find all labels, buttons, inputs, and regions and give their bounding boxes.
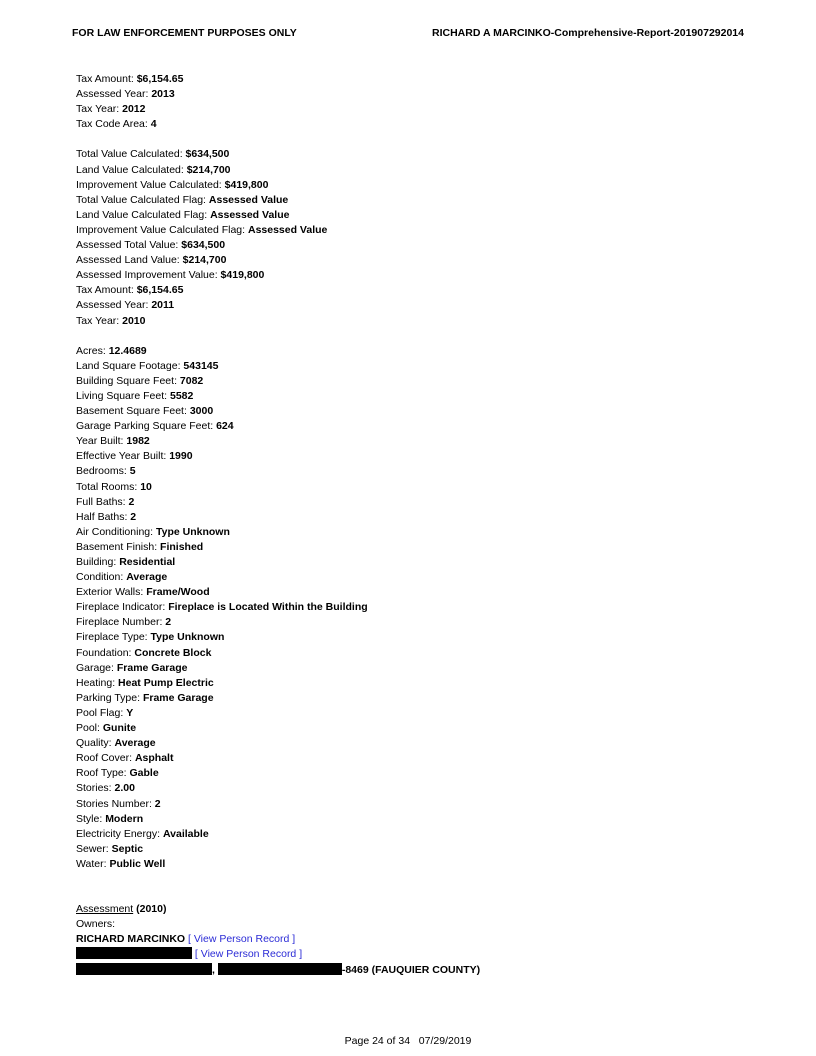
- field-label: Tax Year:: [76, 103, 123, 116]
- field-value: Type Unknown: [155, 525, 230, 538]
- field-value: 4: [150, 118, 157, 131]
- field-value: 12.4689: [108, 344, 147, 357]
- field-value: Assessed Value: [247, 223, 328, 236]
- field-value: Assessed Value: [208, 193, 289, 206]
- field-value: 5: [129, 465, 136, 478]
- field-value: Average: [126, 571, 168, 584]
- field-row: [76, 419, 756, 434]
- field-row: [76, 827, 756, 842]
- field-row: [76, 223, 756, 238]
- field-label: Condition:: [76, 571, 127, 584]
- field-row: [76, 525, 756, 540]
- field-label: Quality:: [76, 737, 115, 750]
- field-value: $634,500: [181, 239, 226, 252]
- header-right: RICHARD A MARCINKO-Comprehensive-Report-201907292014: [432, 27, 744, 39]
- field-label: Acres:: [76, 344, 109, 357]
- field-row: [76, 797, 756, 812]
- field-row: [76, 646, 756, 661]
- field-row: [76, 147, 756, 162]
- field-value: 2012: [122, 103, 146, 116]
- field-label: Tax Year:: [76, 314, 123, 327]
- field-row: [76, 721, 756, 736]
- field-value: Septic: [111, 842, 144, 855]
- assessment-year: (2010): [136, 903, 167, 916]
- field-value: Asphalt: [134, 752, 174, 765]
- field-label: Assessed Improvement Value:: [76, 269, 221, 282]
- field-row: [76, 449, 756, 464]
- field-row: [76, 238, 756, 253]
- field-value: 2: [154, 797, 161, 810]
- field-row: [76, 540, 756, 555]
- field-label: Sewer:: [76, 842, 112, 855]
- property-details: [76, 72, 756, 872]
- field-label: Stories:: [76, 782, 115, 795]
- field-row: [76, 495, 756, 510]
- field-label: Total Rooms:: [76, 480, 141, 493]
- redacted-name: [76, 947, 192, 959]
- field-label: Tax Code Area:: [76, 118, 151, 131]
- field-label: Assessed Land Value:: [76, 254, 183, 267]
- field-value: Modern: [105, 812, 144, 825]
- header-left: FOR LAW ENFORCEMENT PURPOSES ONLY: [72, 27, 297, 39]
- field-value: 2: [165, 616, 172, 629]
- field-label: Basement Finish:: [76, 540, 161, 553]
- field-label: Assessed Year:: [76, 299, 152, 312]
- field-label: Total Value Calculated:: [76, 148, 186, 161]
- field-value: $6,154.65: [136, 73, 184, 85]
- field-row: [76, 555, 756, 570]
- field-value: Residential: [119, 556, 176, 568]
- field-row: [76, 766, 756, 781]
- field-value: Heat Pump Electric: [118, 676, 214, 689]
- field-row: [76, 736, 756, 751]
- field-row: [76, 464, 756, 479]
- assessment-title: Assessment: [76, 903, 134, 916]
- field-label: Pool Flag:: [76, 706, 127, 719]
- field-row: [76, 630, 756, 645]
- field-value: 2: [130, 510, 137, 523]
- field-value: 2: [128, 495, 135, 508]
- field-label: Heating:: [76, 676, 119, 689]
- field-value: 10: [140, 480, 152, 493]
- field-label: Water:: [76, 857, 110, 870]
- field-row: [76, 359, 756, 374]
- report-date: 07/29/2019: [418, 1035, 472, 1047]
- field-label: Fireplace Indicator:: [76, 601, 169, 614]
- field-value: Concrete Block: [134, 646, 212, 659]
- field-row: [76, 87, 756, 102]
- field-label: Land Square Footage:: [76, 359, 184, 372]
- field-row: [76, 283, 756, 298]
- field-value: 2.00: [114, 782, 135, 795]
- field-label: Fireplace Type:: [76, 631, 151, 644]
- field-value: Type Unknown: [150, 631, 225, 644]
- field-row: [76, 117, 756, 132]
- field-value: 2011: [151, 299, 175, 312]
- field-label: Parking Type:: [76, 691, 143, 704]
- field-label: Electricity Energy:: [76, 827, 163, 840]
- field-row: [76, 661, 756, 676]
- field-row: [76, 600, 756, 615]
- field-row: [76, 812, 756, 827]
- field-value: Assessed Value: [210, 208, 290, 221]
- field-label: Improvement Value Calculated:: [76, 178, 225, 191]
- field-value: $419,800: [224, 178, 269, 191]
- field-row: [76, 208, 756, 223]
- field-label: Air Conditioning:: [76, 525, 156, 538]
- field-value: 2010: [122, 314, 146, 327]
- field-row: [76, 389, 756, 404]
- field-row: [76, 163, 756, 178]
- field-row: [76, 842, 756, 857]
- field-label: Tax Amount:: [76, 284, 137, 297]
- field-label: Assessed Year:: [76, 88, 152, 101]
- field-row: [76, 706, 756, 721]
- field-value: Gunite: [102, 722, 137, 735]
- field-label: Effective Year Built:: [76, 450, 170, 463]
- field-label: Stories Number:: [76, 797, 155, 810]
- report-content: [76, 72, 756, 978]
- field-value: $6,154.65: [136, 284, 184, 297]
- view-person-record-link-2[interactable]: [ View Person Record ]: [194, 948, 303, 961]
- field-value: Finished: [160, 540, 204, 553]
- field-label: Roof Type:: [76, 767, 130, 780]
- field-row: [76, 374, 756, 389]
- field-value: Frame/Wood: [146, 586, 210, 599]
- field-label: Foundation:: [76, 646, 135, 659]
- field-label: Living Square Feet:: [76, 389, 170, 402]
- field-row: [76, 781, 756, 796]
- field-value: 543145: [183, 359, 219, 372]
- field-value: Frame Garage: [142, 691, 214, 704]
- view-person-record-link[interactable]: [ View Person Record ]: [188, 933, 296, 946]
- field-row: [76, 510, 756, 525]
- field-row: [76, 570, 756, 585]
- field-row: [76, 298, 756, 313]
- field-label: Full Baths:: [76, 495, 129, 508]
- field-row: [76, 585, 756, 600]
- field-value: 3000: [189, 405, 214, 418]
- field-row: [76, 344, 756, 359]
- field-row: [76, 615, 756, 630]
- owner-row: [76, 932, 756, 947]
- field-label: Land Value Calculated:: [76, 163, 187, 176]
- field-label: Exterior Walls:: [76, 586, 147, 599]
- field-label: Pool:: [76, 722, 103, 735]
- field-label: Total Value Calculated Flag:: [76, 193, 209, 206]
- field-label: Fireplace Number:: [76, 616, 166, 629]
- field-label: Basement Square Feet:: [76, 405, 190, 418]
- address-row: [76, 963, 756, 978]
- field-row: [76, 193, 756, 208]
- field-value: 1990: [169, 450, 193, 463]
- address-separator: ,: [212, 963, 215, 976]
- field-row: [76, 102, 756, 117]
- field-value: 1982: [126, 435, 150, 448]
- field-row: [76, 268, 756, 283]
- assessment-heading: [76, 902, 756, 917]
- field-row: [76, 751, 756, 766]
- field-label: Assessed Total Value:: [76, 239, 182, 252]
- field-label: Year Built:: [76, 435, 127, 448]
- owner-name: RICHARD MARCINKO: [76, 933, 186, 946]
- field-value: Fireplace is Located Within the Building: [168, 601, 368, 614]
- field-row: [76, 676, 756, 691]
- field-value: $214,700: [182, 254, 227, 267]
- redacted-street: [76, 963, 212, 975]
- field-value: $214,700: [186, 163, 231, 176]
- field-row: [76, 314, 756, 329]
- page-number: Page 24 of 34: [344, 1035, 411, 1047]
- field-row: [76, 178, 756, 193]
- field-label: Building Square Feet:: [76, 374, 180, 387]
- field-value: $419,800: [220, 269, 265, 282]
- field-row: [76, 480, 756, 495]
- field-label: Style:: [76, 812, 106, 825]
- redacted-city: [218, 963, 342, 975]
- address-tail: -8469 (FAUQUIER COUNTY): [341, 963, 481, 976]
- field-label: Roof Cover:: [76, 752, 135, 765]
- field-value: 624: [216, 420, 234, 433]
- field-row: [76, 253, 756, 268]
- page-footer: [0, 1035, 816, 1047]
- field-label: Tax Amount:: [76, 73, 137, 85]
- field-row: [76, 72, 756, 87]
- owner-row-redacted: [76, 947, 756, 962]
- field-label: Garage:: [76, 661, 117, 674]
- field-label: Improvement Value Calculated Flag:: [76, 223, 248, 236]
- field-value: Public Well: [109, 857, 166, 870]
- field-label: Building:: [76, 556, 120, 568]
- field-label: Bedrooms:: [76, 465, 130, 478]
- field-label: Half Baths:: [76, 510, 131, 523]
- field-value: Y: [126, 706, 134, 719]
- field-label: Land Value Calculated Flag:: [76, 208, 211, 221]
- field-value: 7082: [179, 374, 204, 387]
- field-value: 5582: [169, 389, 194, 402]
- field-row: [76, 434, 756, 449]
- field-row: [76, 857, 756, 872]
- owners-label: Owners:: [76, 918, 116, 931]
- field-value: 2013: [151, 88, 175, 101]
- field-value: Average: [114, 737, 156, 750]
- field-row: [76, 404, 756, 419]
- field-value: Gable: [129, 767, 159, 780]
- field-value: Frame Garage: [116, 661, 188, 674]
- field-label: Garage Parking Square Feet:: [76, 420, 217, 433]
- field-value: $634,500: [185, 148, 230, 161]
- field-value: Available: [162, 827, 209, 840]
- field-row: [76, 691, 756, 706]
